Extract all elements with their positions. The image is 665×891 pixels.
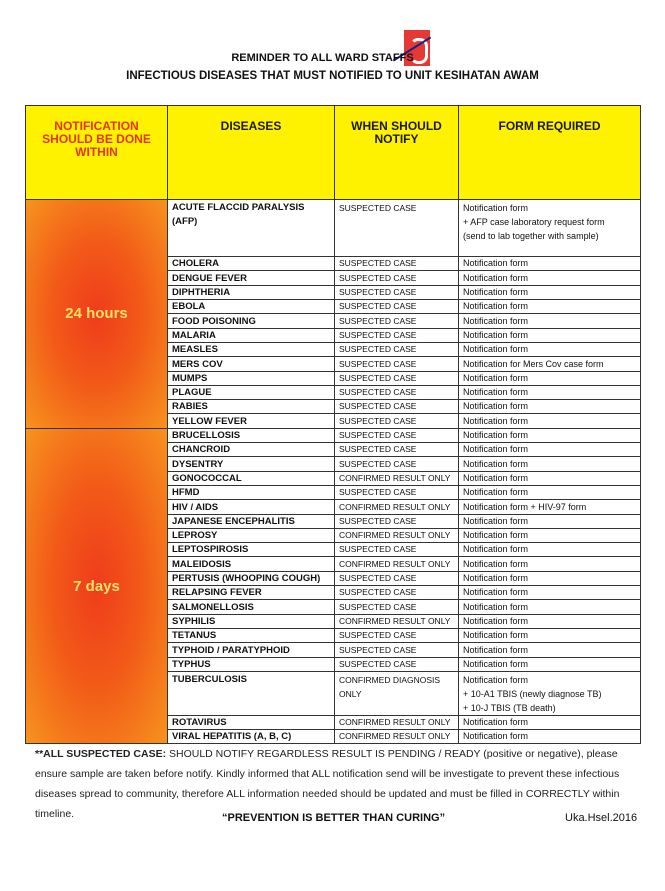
disease-cell: CHOLERA <box>168 257 335 271</box>
disease-cell: GONOCOCCAL <box>168 471 335 485</box>
disease-cell: FOOD POISONING <box>168 314 335 328</box>
table-row <box>26 200 641 257</box>
when-cell: SUSPECTED CASE <box>335 257 459 271</box>
when-cell: SUSPECTED CASE <box>335 371 459 385</box>
form-cell: Notification for Mers Cov case form <box>459 357 641 371</box>
form-cell: Notification form <box>459 443 641 457</box>
form-cell: Notification form <box>459 485 641 499</box>
note-lead: **ALL SUSPECTED CASE: <box>35 748 167 760</box>
disease-cell: TUBERCULOSIS <box>168 671 335 715</box>
disease-cell: MALEIDOSIS <box>168 557 335 571</box>
when-cell: SUSPECTED CASE <box>335 285 459 299</box>
disease-cell: PERTUSIS (WHOOPING COUGH) <box>168 571 335 585</box>
when-cell: SUSPECTED CASE <box>335 586 459 600</box>
form-cell: Notification form <box>459 285 641 299</box>
when-cell: SUSPECTED CASE <box>335 428 459 442</box>
when-cell: SUSPECTED CASE <box>335 643 459 657</box>
disease-cell: DYSENTRY <box>168 457 335 471</box>
when-cell: SUSPECTED CASE <box>335 628 459 642</box>
col-header-timeframe: NOTIFICATION SHOULD BE DONE WITHIN <box>26 106 168 200</box>
note-body: SHOULD NOTIFY REGARDLESS RESULT IS PENDING / READY (positive or negative), please ensure sample are taken before notify. Kindly informed that ALL notification send will be investigate to prevent these infectious diseases spread to community, therefore ALL information needed should be updated and must be filled in CORRECTLY within timeline. <box>35 748 620 820</box>
disease-cell: RELAPSING FEVER <box>168 586 335 600</box>
form-cell: Notification form <box>459 314 641 328</box>
when-cell: SUSPECTED CASE <box>335 271 459 285</box>
disease-cell: EBOLA <box>168 300 335 314</box>
form-cell: Notification form <box>459 543 641 557</box>
when-cell: SUSPECTED CASE <box>335 657 459 671</box>
form-cell: Notification form <box>459 600 641 614</box>
page-subtitle: INFECTIOUS DISEASES THAT MUST NOTIFIED TO UNIT KESIHATAN AWAM <box>126 70 539 82</box>
timeframe-cell: 7 days <box>26 428 168 744</box>
when-cell: SUSPECTED CASE <box>335 600 459 614</box>
disease-cell: DENGUE FEVER <box>168 271 335 285</box>
form-cell: Notification form <box>459 471 641 485</box>
form-cell: Notification form <box>459 385 641 399</box>
form-cell: Notification form <box>459 571 641 585</box>
form-cell: Notification form <box>459 342 641 356</box>
form-cell: Notification form <box>459 328 641 342</box>
when-cell: CONFIRMED RESULT ONLY <box>335 557 459 571</box>
when-cell: CONFIRMED RESULT ONLY <box>335 528 459 542</box>
disease-cell: LEPTOSPIROSIS <box>168 543 335 557</box>
disease-cell: TYPHUS <box>168 657 335 671</box>
form-cell: Notification form + 10-A1 TBIS (newly diagnose TB) + 10-J TBIS (TB death) <box>459 671 641 715</box>
when-cell: SUSPECTED CASE <box>335 543 459 557</box>
disease-cell: SYPHILIS <box>168 614 335 628</box>
disease-cell: YELLOW FEVER <box>168 414 335 428</box>
when-cell: SUSPECTED CASE <box>335 200 459 257</box>
disease-cell: MALARIA <box>168 328 335 342</box>
disease-cell: MEASLES <box>168 342 335 356</box>
form-cell: Notification form <box>459 428 641 442</box>
disease-cell: TYPHOID / PARATYPHOID <box>168 643 335 657</box>
form-cell: Notification form <box>459 586 641 600</box>
disease-cell: MUMPS <box>168 371 335 385</box>
disease-cell: BRUCELLOSIS <box>168 428 335 442</box>
when-cell: CONFIRMED RESULT ONLY <box>335 730 459 744</box>
form-cell: Notification form <box>459 400 641 414</box>
when-cell: SUSPECTED CASE <box>335 342 459 356</box>
when-cell: SUSPECTED CASE <box>335 357 459 371</box>
when-cell: CONFIRMED RESULT ONLY <box>335 614 459 628</box>
form-cell: Notification form <box>459 457 641 471</box>
when-cell: CONFIRMED RESULT ONLY <box>335 471 459 485</box>
when-cell: SUSPECTED CASE <box>335 400 459 414</box>
when-cell: CONFIRMED DIAGNOSIS ONLY <box>335 671 459 715</box>
form-cell: Notification form <box>459 557 641 571</box>
form-cell: Notification form <box>459 643 641 657</box>
timeframe-cell: 24 hours <box>26 200 168 429</box>
form-cell: Notification form <box>459 628 641 642</box>
col-header-when: WHEN SHOULD NOTIFY <box>335 106 459 200</box>
form-cell: Notification form <box>459 657 641 671</box>
when-cell: SUSPECTED CASE <box>335 300 459 314</box>
when-cell: CONFIRMED RESULT ONLY <box>335 715 459 729</box>
form-cell: Notification form <box>459 414 641 428</box>
disease-cell: CHANCROID <box>168 443 335 457</box>
when-cell: SUSPECTED CASE <box>335 414 459 428</box>
when-cell: SUSPECTED CASE <box>335 457 459 471</box>
disease-cell: HIV / AIDS <box>168 500 335 514</box>
when-cell: SUSPECTED CASE <box>335 485 459 499</box>
when-cell: SUSPECTED CASE <box>335 571 459 585</box>
when-cell: SUSPECTED CASE <box>335 328 459 342</box>
when-cell: SUSPECTED CASE <box>335 385 459 399</box>
form-cell: Notification form <box>459 371 641 385</box>
disease-cell: ACUTE FLACCID PARALYSIS (AFP) <box>168 200 335 257</box>
disease-cell: HFMD <box>168 485 335 499</box>
form-cell: Notification form <box>459 257 641 271</box>
form-cell: Notification form + AFP case laboratory request form (send to lab together with sample) <box>459 200 641 257</box>
disease-cell: RABIES <box>168 400 335 414</box>
when-cell: SUSPECTED CASE <box>335 514 459 528</box>
disease-cell: JAPANESE ENCEPHALITIS <box>168 514 335 528</box>
disease-cell: SALMONELLOSIS <box>168 600 335 614</box>
when-cell: CONFIRMED RESULT ONLY <box>335 500 459 514</box>
form-cell: Notification form <box>459 730 641 744</box>
disease-cell: DIPHTHERIA <box>168 285 335 299</box>
disease-cell: LEPROSY <box>168 528 335 542</box>
form-cell: Notification form <box>459 528 641 542</box>
notification-table <box>25 105 641 744</box>
disease-cell: TETANUS <box>168 628 335 642</box>
disease-cell: ROTAVIRUS <box>168 715 335 729</box>
when-cell: SUSPECTED CASE <box>335 443 459 457</box>
form-cell: Notification form <box>459 271 641 285</box>
form-cell: Notification form <box>459 715 641 729</box>
form-cell: Notification form <box>459 300 641 314</box>
disease-cell: PLAGUE <box>168 385 335 399</box>
form-cell: Notification form <box>459 514 641 528</box>
page-title: REMINDER TO ALL WARD STAFFS <box>231 52 414 64</box>
disease-cell: VIRAL HEPATITIS (A, B, C) <box>168 730 335 744</box>
signature: Uka.Hsel.2016 <box>565 812 638 824</box>
col-header-diseases: DISEASES <box>168 106 335 200</box>
col-header-form: FORM REQUIRED <box>459 106 641 200</box>
disease-cell: MERS COV <box>168 357 335 371</box>
motto: “PREVENTION IS BETTER THAN CURING” <box>222 812 446 824</box>
when-cell: SUSPECTED CASE <box>335 314 459 328</box>
form-cell: Notification form + HIV-97 form <box>459 500 641 514</box>
form-cell: Notification form <box>459 614 641 628</box>
table-row <box>26 428 641 442</box>
